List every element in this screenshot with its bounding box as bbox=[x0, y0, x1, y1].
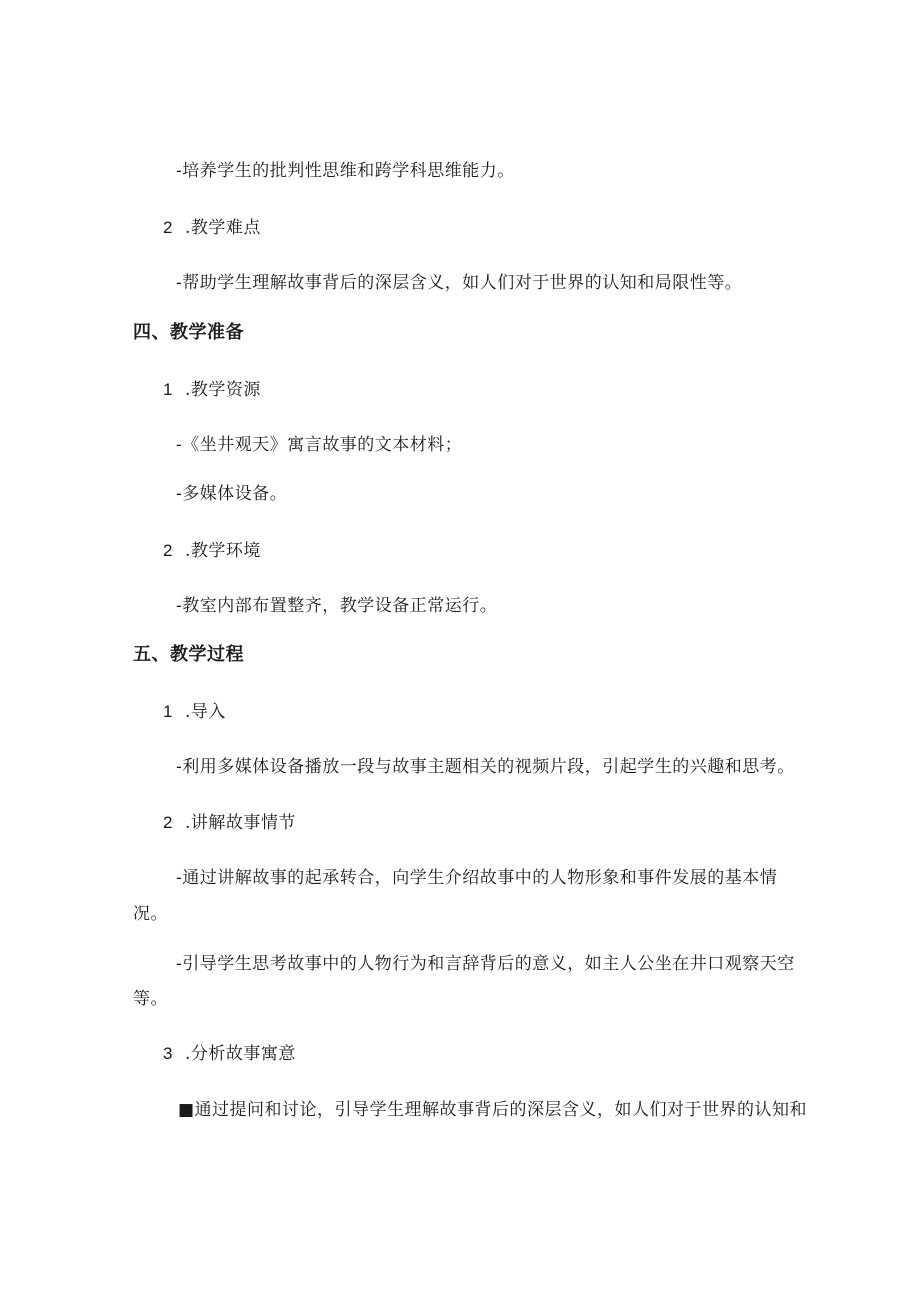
bullet-text: -帮助学生理解故事背后的深层含义，如人们对于世界的认知和局限性等。 bbox=[176, 273, 743, 293]
subsection-heading bbox=[163, 379, 261, 401]
subsection-title: .讲解故事情节 bbox=[185, 813, 296, 833]
subsection-title: .分析故事寓意 bbox=[185, 1044, 296, 1064]
bullet-text: -引导学生思考故事中的人物行为和言辞背后的意义，如主人公坐在井口观察天空 bbox=[176, 954, 795, 974]
subsection-title: .教学资源 bbox=[185, 380, 261, 400]
subsection-number: 2 bbox=[163, 218, 173, 237]
subsection-number: 1 bbox=[163, 702, 173, 721]
subsection-title: .教学难点 bbox=[185, 218, 261, 238]
bullet-text: -教室内部布置整齐，教学设备正常运行。 bbox=[176, 596, 498, 616]
bullet-text: ■通过提问和讨论，引导学生理解故事背后的深层含义，如人们对于世界的认知和 bbox=[178, 1100, 808, 1120]
subsection-number: 1 bbox=[163, 380, 173, 399]
bullet-text: -培养学生的批判性思维和跨学科思维能力。 bbox=[176, 161, 515, 181]
subsection-number: 2 bbox=[163, 813, 173, 832]
section-heading: 五、教学过程 bbox=[133, 644, 244, 665]
bullet-text: -《坐井观天》寓言故事的文本材料； bbox=[176, 435, 463, 455]
bullet-text: -通过讲解故事的起承转合，向学生介绍故事中的人物形象和事件发展的基本情 bbox=[176, 868, 778, 888]
bullet-text-continuation: 况。 bbox=[133, 904, 168, 924]
subsection-heading bbox=[163, 701, 226, 723]
subsection-heading bbox=[163, 812, 296, 834]
section-heading: 四、教学准备 bbox=[133, 322, 244, 343]
subsection-heading bbox=[163, 1043, 296, 1065]
subsection-heading bbox=[163, 217, 261, 239]
subsection-title: .教学环境 bbox=[185, 541, 261, 561]
subsection-number: 2 bbox=[163, 541, 173, 560]
bullet-text: -利用多媒体设备播放一段与故事主题相关的视频片段，引起学生的兴趣和思考。 bbox=[176, 757, 795, 777]
subsection-number: 3 bbox=[163, 1044, 173, 1063]
subsection-title: .导入 bbox=[185, 702, 226, 722]
bullet-text-continuation: 等。 bbox=[133, 989, 168, 1009]
subsection-heading bbox=[163, 540, 261, 562]
bullet-text: -多媒体设备。 bbox=[176, 484, 288, 504]
